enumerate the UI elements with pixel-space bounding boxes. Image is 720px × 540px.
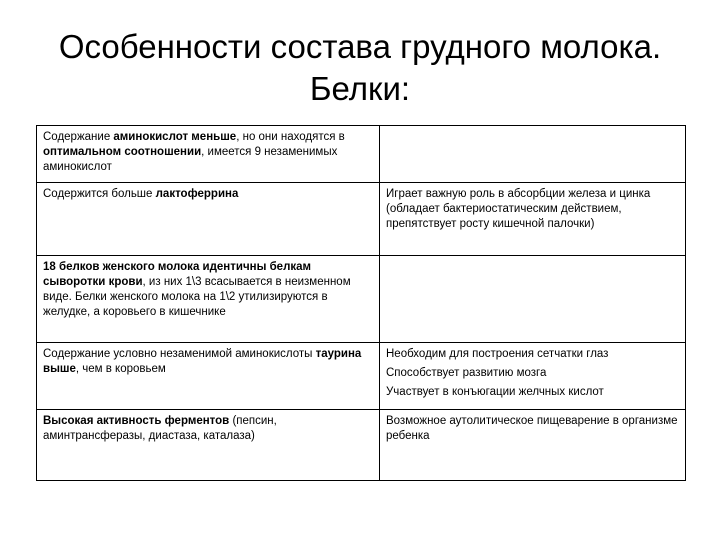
bold-text: лактоферрина	[155, 188, 239, 200]
cell-text: , чем в коровьем	[75, 363, 166, 375]
bold-text: 18 белков женского молока идентичны белкам сыворотки крови	[43, 261, 312, 288]
table-cell-left	[37, 126, 380, 183]
cell-text: , из них 1\3 всасывается в неизменном виде. Белки женского молока на 1\2 утилизируются в желудке, а коровьего в кишечнике	[43, 276, 351, 318]
table-cell-left	[37, 183, 380, 256]
cell-text: Содержание	[43, 131, 114, 143]
table-row	[37, 256, 686, 343]
title-line-1: Особенности состава грудного молока.	[58, 28, 662, 65]
bold-text: оптимальном соотношении	[43, 146, 202, 158]
cell-text: , имеется 9 незаменимых аминокислот	[43, 146, 338, 173]
title-line-2: Белки:	[309, 70, 411, 107]
table-cell-left	[37, 343, 380, 410]
cell-text: Содержание условно незаменимой аминокислоты	[43, 348, 316, 360]
cell-text: , но они находятся в	[236, 131, 345, 143]
bold-text: Высокая активность ферментов	[43, 415, 230, 427]
table-row	[37, 126, 686, 183]
cell-text: Содержится больше	[43, 188, 156, 200]
table-row	[37, 183, 686, 256]
cell-paragraph: Участвует в конъюгации желчных кислот	[386, 386, 604, 398]
table-cell-right	[380, 256, 686, 343]
table-cell-left	[37, 410, 380, 481]
table-row	[37, 343, 686, 410]
bold-text: таурина выше	[43, 348, 362, 375]
cell-paragraph: Возможное аутолитическое пищеварение в организме ребенка	[386, 415, 678, 442]
cell-paragraph: Необходим для построения сетчатки глаз	[386, 348, 609, 360]
slide-title	[0, 26, 720, 110]
table-cell-right	[380, 126, 686, 183]
cell-paragraph: Способствует развитию мозга	[386, 367, 547, 379]
table-row	[37, 410, 686, 481]
table-cell-right	[380, 410, 686, 481]
table-cell-left	[37, 256, 380, 343]
table-cell-right	[380, 343, 686, 410]
bold-text: аминокислот меньше	[113, 131, 237, 143]
cell-text: (пепсин, аминтрансферазы, диастаза, каталаза)	[43, 415, 277, 442]
protein-table	[36, 125, 686, 481]
table-cell-right	[380, 183, 686, 256]
cell-paragraph: Играет важную роль в абсорбции железа и цинка (обладает бактериостатическим действием, препятствует росту кишечной палочки)	[386, 188, 651, 230]
